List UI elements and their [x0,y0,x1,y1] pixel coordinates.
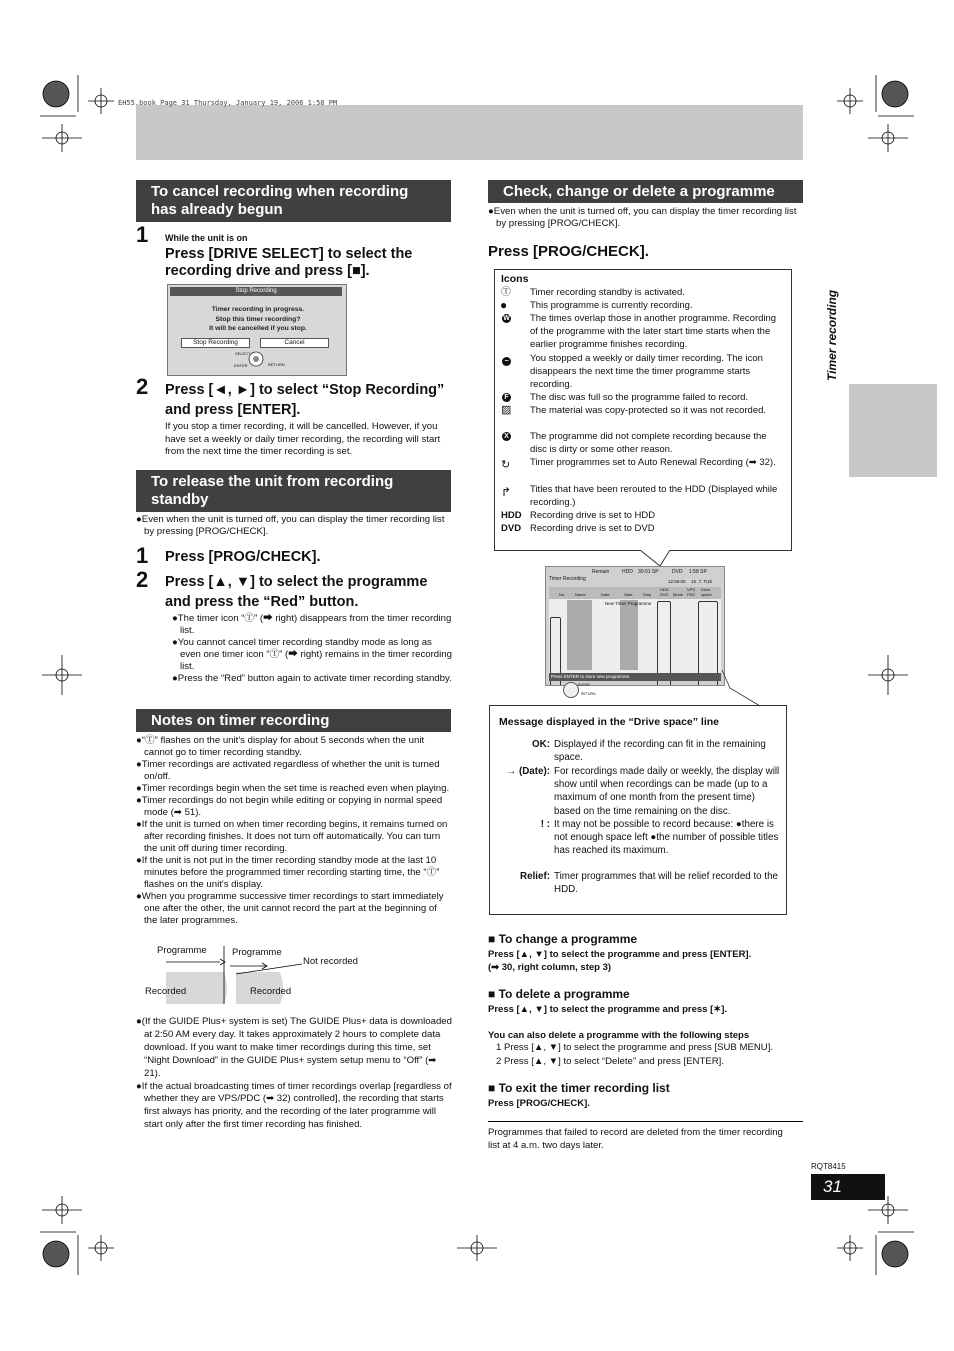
col-header: No. [559,592,566,597]
hdd-label: HDD [501,510,522,521]
screen-remain: Remain [592,569,610,575]
remote-dial-icon [563,682,579,698]
auto-renewal-icon: ↻ [501,459,511,471]
side-tab [849,384,937,477]
release-bullet: ●Even when the unit is turned off, you can display the timer recording list by pressing [PROG/CHECK]. [136,514,445,537]
timer-icon: Ⓣ [501,287,511,298]
col-header: Name [575,592,586,597]
recording-icon: ● [500,298,508,312]
overlap-icon: W [503,315,510,322]
diagram-label: Programme [232,947,282,958]
check-press-heading: Press [PROG/CHECK]. [488,243,649,260]
screen-enter-label: ENTER [578,683,590,687]
change-ref: (➡ 30, right column, step 3) [488,962,612,973]
cancel-step2-text: If you stop a timer recording, it will be cancelled. However, if you have set a weekly or daily timer recording, the recording will start from the next time the timer recording is set. [165,421,441,457]
callout-lines [700,610,800,710]
screen-dvd-time: 1:58 SP [689,569,707,575]
cancel-button[interactable]: Cancel [260,338,329,348]
copy-protected-icon: ▨ [501,404,512,416]
disc-full-icon: F [502,393,511,402]
step-number: 2 [136,374,149,399]
footnote-rule [488,1121,803,1122]
stopped-icon: − [502,357,511,366]
exit-heading: ■ To exit the timer recording list [488,1081,670,1095]
diagram-label: Not recorded [303,956,358,967]
drive-space-title: Message displayed in the “Drive space” line [499,716,720,728]
product-code: RQT8415 [811,1162,846,1171]
screen-return-label: RETURN [581,692,596,696]
nav-dial-icon [248,351,264,367]
also-step2: 2 Press [▲, ▼] to select “Delete” and press [ENTER]. [496,1056,724,1067]
also-heading: You can also delete a programme with the following steps [488,1030,750,1041]
stop-recording-dialog [167,284,347,376]
notes-bullets-2: ●(If the GUIDE Plus+ system is set) The GUIDE Plus+ data is downloaded at 2:50 AM every day. It takes approximately 2 hours to complete data download. If you want to make timer recordings during this time, set “Night Download” in the GUIDE Plus+ system setup menu to “Off” (➡ 21). ●If the actual broadcasting times of timer recordings overlap [regardless of whether they are VPS/PDC (➡ 32) controlled], the recording that starts first always has priority, and the recording of the later programme will start only after the first timer recording has finished. [136,1016,452,1131]
exit-text: Press [PROG/CHECK]. [488,1098,590,1109]
screen-table [549,587,721,673]
icons-title: Icons [501,273,529,285]
col-header: Stop [643,592,652,597]
dialog-title: Stop Recording [170,287,342,296]
col-header: Date [601,592,610,597]
page-number: 31 [811,1174,885,1200]
notes-section-title: Notes on timer recording [136,709,451,732]
step-number: 1 [136,543,149,568]
cancel-step2-heading: Press [◄, ►] to select “Stop Recording” and press [ENTER]. [165,382,445,418]
rerouted-icon: ↱ [501,485,512,499]
header-band [136,105,803,160]
icons-legend-box: Icons Ⓣ Timer recording standby is activated. ● This programme is currently recording. W The times overlap those in another programme. Recording of the programme with the later start time starts when the earlier programme finishes recording. − You stopped a weekly or daily timer recording. The icon disappears the next time the timer programme starts recording. F The disc was full so the programme failed to record. ▨ The material was copy-protected so it was not recorded. X The programme did not complete recording because the disc is dirty or some other reason. ↻ Timer programmes set to Auto Renewal Recording (➡ 32). ↱ Titles that have been rerouted to the HDD (Displayed while recording.) HDD Recording drive is set to HDD DVD Recording drive is set to DVD [494,269,792,551]
col-header: VPS PDC [687,587,696,597]
diagram-label: Recorded [250,986,292,997]
screen-title: Timer Recording [549,576,586,582]
cancel-section-title: To cancel recording when recording has already begun [136,180,451,222]
screen-hdd-time: 30:01 SP [638,569,659,575]
timer-recording-screen [545,566,725,686]
release-step2-heading: Press [▲, ▼] to select the programme and press the “Red” button. [165,574,428,610]
screen-footer: Press ENTER to store new programme. [549,673,721,681]
notes-bullets: ●“Ⓣ” flashes on the unit's display for about 5 seconds when the unit cannot go to timer recording standby. ●Timer recordings are activated regardless of whether the unit is turned on/off. ●Timer recordings begin when the set time is reached even when playing. ●Timer recordings do not begin while editing or copying in normal speed mode (➡ 51). ●If the unit is turned on when timer recording begins, it remains turned on after recording finishes. It does not turn off automatically. You can turn the unit off during timer recording. ●If the unit is not put in the timer recording standby mode at the last 10 minutes before the programmed timer recording starting time, the “Ⓣ” flashes on the unit's display. ●When you programme successive timer recordings to start immediately one after the other, the unit cannot record the part at the beginning of the later programmes. [136,735,450,926]
overlap-diagram [140,942,370,1008]
col-header: HDD DVD [660,587,669,597]
release-bullets: ●The timer icon “Ⓣ” (➡ right) disappears from the timer recording list. ●You cannot cancel timer recording standby mode as long as even one timer icon “Ⓣ” (➡ right) remains in the timer recording list. ●Press the “Red” button again to activate timer recording standby. [172,613,452,684]
step-number: 1 [136,222,149,247]
screen-clock: 12:56:00 [668,579,686,584]
incomplete-icon: X [502,432,511,441]
screen-hdd: HDD [622,569,633,575]
table-column [567,600,592,670]
step-pre-text: While the unit is on [165,233,248,243]
diagram-label: Programme [157,945,207,956]
release-section-title: To release the unit from recording standby [136,470,451,512]
check-section-title: Check, change or delete a programme [488,180,803,203]
check-bullet: ●Even when the unit is turned off, you can display the timer recording list by pressing [PROG/CHECK]. [488,206,797,229]
dvd-label: DVD [501,523,522,534]
diagram-label: Recorded [145,986,187,997]
col-header: Start [624,592,633,597]
change-text: Press [▲, ▼] to select the programme and press [ENTER]. [488,949,752,960]
dialog-select-label: SELECT [235,351,251,356]
dialog-message: Timer recording in progress. Stop this timer recording? It will be cancelled if you stop. [209,306,307,332]
dialog-enter-label: ENTER [234,363,248,368]
screen-dvd: DVD [672,569,683,575]
dialog-return-label: RETURN [268,362,285,367]
drive-space-box: Message displayed in the “Drive space” line OK: Displayed if the recording can fit in the remaining space. → (Date): For recordings made daily or weekly, the display will show until when recordings can be made (up to a maximum of one month from the present time) based on the time remaining on the disc. ! : It may not be possible to record because: ●there is not enough space left ●the number of possible titles has reached its maximum. Relief: Timer programmes that will be relief recorded to the HDD. [489,705,787,915]
side-label: Timer recording [825,289,839,381]
book-info-line: EH55.book Page 31 Thursday, January 19, 2006 1:58 PM [118,99,338,107]
also-step1: 1 Press [▲, ▼] to select the programme and press [SUB MENU]. [496,1042,774,1053]
new-programme-row: New Timer Programme [605,601,652,606]
step-number: 2 [136,567,149,592]
screen-date: 15. 7. TUE [691,579,713,584]
delete-heading: ■ To delete a programme [488,987,630,1001]
footnote-text: Programmes that failed to record are deleted from the timer recording list at 4 a.m. two days later. [488,1127,783,1151]
release-step1-heading: Press [PROG/CHECK]. [165,549,321,565]
change-heading: ■ To change a programme [488,932,638,946]
delete-text: Press [▲, ▼] to select the programme and press [✶]. [488,1004,727,1015]
col-header: Drive space [701,587,712,597]
table-column [620,600,638,670]
cancel-step1-heading: Press [DRIVE SELECT] to select the recording drive and press [■]. [165,246,413,279]
stop-recording-button[interactable]: Stop Recording [181,338,250,348]
col-header: Mode [673,592,684,597]
